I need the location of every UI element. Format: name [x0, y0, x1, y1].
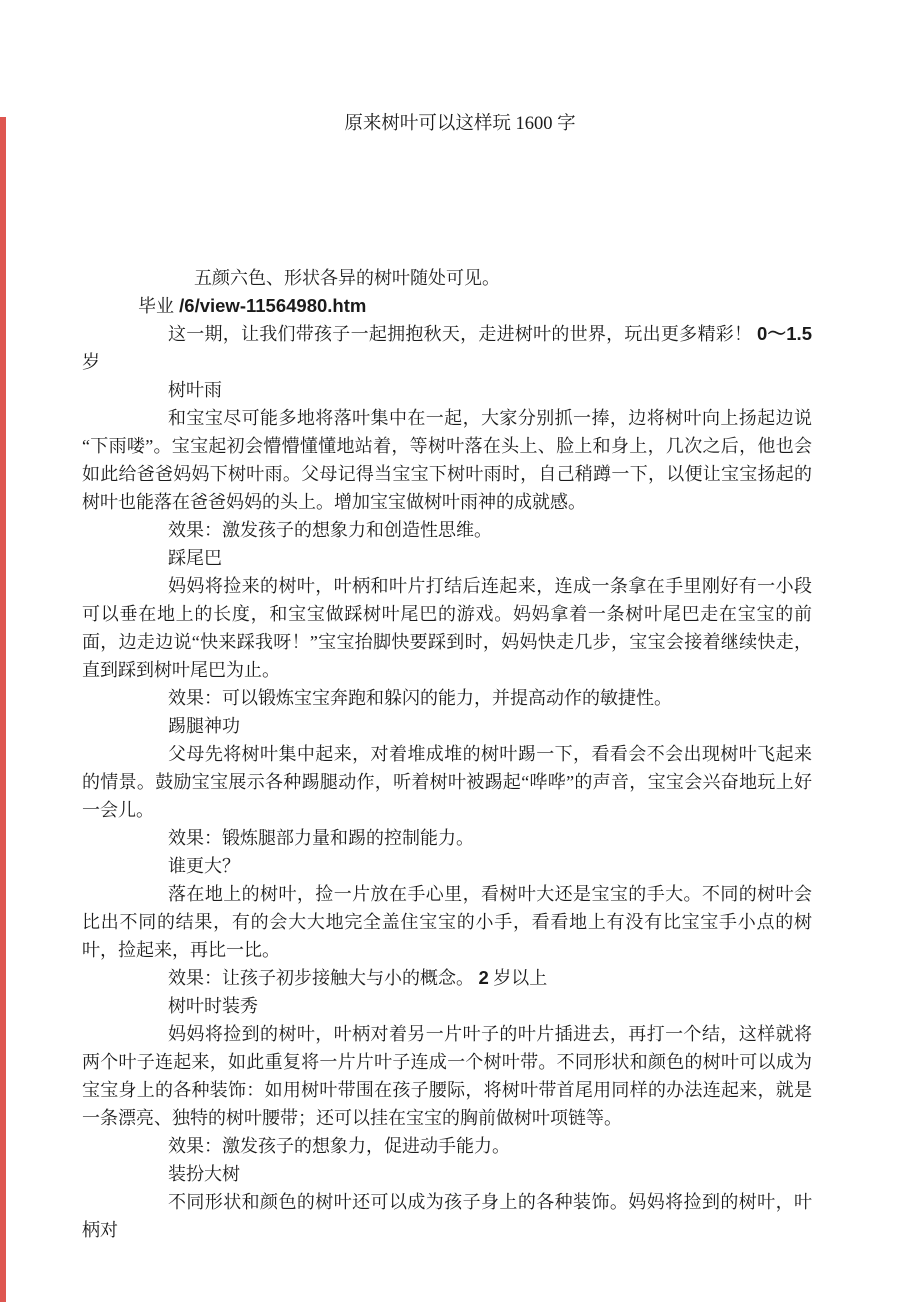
text-run: 树叶雨	[168, 380, 222, 400]
text-run: 妈妈将捡到的树叶，叶柄对着另一片叶子的叶片插进去，再打一个结，这样就将两个叶子连起来，如此重复将一片片叶子连成一个树叶带。不同形状和颜色的树叶可以成为宝宝身上的各种装饰：如用树叶带围在孩子腰际，将树叶带首尾用同样的办法连起来，就是一条漂亮、独特的树叶腰带；还可以挂在宝宝的胸前做树叶项链等。	[82, 1024, 812, 1128]
paragraph-leaf-rain	[82, 404, 812, 516]
source-link-line	[82, 292, 812, 320]
text-run: /6/view-11564980.htm	[174, 295, 367, 316]
text-run: 和宝宝尽可能多地将落叶集中在一起，大家分别抓一捧，边将树叶向上扬起边说“下雨喽”。宝宝起初会懵懵懂懂地站着，等树叶落在头上、脸上和身上，几次之后，他也会如此给爸爸妈妈下树叶雨。父母记得当宝宝下树叶雨时，自己稍蹲一下，以便让宝宝扬起的树叶也能落在爸爸妈妈的头上。增加宝宝做树叶雨神的成就感。	[82, 408, 812, 512]
text-run: 岁	[82, 324, 817, 372]
heading-decorate-tree	[82, 1160, 812, 1188]
content-area	[82, 264, 817, 1244]
text-run: 这一期，让我们带孩子一起拥抱秋天，走进树叶的世界，玩出更多精彩！	[168, 324, 757, 344]
text-run: 父母先将树叶集中起来，对着堆成堆的树叶踢一下，看看会不会出现树叶飞起来的情景。鼓励宝宝展示各种踢腿动作，听着树叶被踢起“哗哗”的声音，宝宝会兴奋地玩上好一会儿。	[82, 744, 812, 820]
heading-kick-skill	[82, 712, 812, 740]
text-run: 效果：让孩子初步接触大与小的概念。	[168, 968, 479, 988]
effect-kick-skill	[82, 824, 812, 852]
text-run: 0～1.5	[756, 323, 812, 344]
text-run: 踩尾巴	[168, 548, 222, 568]
text-run: 岁以上	[488, 968, 548, 988]
intro-paragraph-age-0-1-5	[82, 320, 817, 376]
text-run: 妈妈将捡来的树叶，叶柄和叶片打结后连起来，连成一条拿在手里刚好有一小段可以垂在地上的长度，和宝宝做踩树叶尾巴的游戏。妈妈拿着一条树叶尾巴走在宝宝的前面，边走边说“快来踩我呀！”宝宝抬脚快要踩到时，妈妈快走几步，宝宝会接着继续快走，直到踩到树叶尾巴为止。	[82, 576, 812, 680]
paragraph-leaf-fashion-show	[82, 1020, 812, 1132]
text-run: 效果：激发孩子的想象力，促进动手能力。	[168, 1136, 510, 1156]
effect-step-on-tail	[82, 684, 812, 712]
heading-who-is-bigger	[82, 852, 812, 880]
text-run: 落在地上的树叶，捡一片放在手心里，看树叶大还是宝宝的手大。不同的树叶会比出不同的结果，有的会大大地完全盖住宝宝的小手，看看地上有没有比宝宝手小点的树叶，捡起来，再比一比。	[82, 884, 812, 960]
heading-leaf-rain	[82, 376, 812, 404]
text-run: 踢腿神功	[168, 716, 240, 736]
left-margin-marker	[0, 117, 6, 1302]
heading-leaf-fashion-show	[82, 992, 812, 1020]
text-run: 效果：锻炼腿部力量和踢的控制能力。	[168, 828, 474, 848]
effect-leaf-fashion-show	[82, 1132, 812, 1160]
effect-leaf-rain	[82, 516, 812, 544]
effect-who-is-bigger-age-2-plus	[82, 964, 812, 992]
text-run: 五颜六色、形状各异的树叶随处可见。	[194, 268, 500, 288]
document-title: 原来树叶可以这样玩 1600 字	[344, 114, 576, 134]
text-run: 装扮大树	[168, 1164, 240, 1184]
text-run: 谁更大？	[168, 856, 240, 876]
text-run: 效果：激发孩子的想象力和创造性思维。	[168, 520, 492, 540]
text-run: 树叶时装秀	[168, 996, 258, 1016]
paragraph-who-is-bigger	[82, 880, 812, 964]
intro-line	[82, 264, 812, 292]
paragraph-kick-skill	[82, 740, 812, 824]
paragraph-decorate-tree	[82, 1188, 812, 1244]
text-run: 不同形状和颜色的树叶还可以成为孩子身上的各种装饰。妈妈将捡到的树叶，叶柄对	[82, 1192, 812, 1240]
heading-step-on-tail	[82, 544, 812, 572]
text-run: 毕业	[138, 296, 174, 316]
text-run: 效果：可以锻炼宝宝奔跑和躲闪的能力，并提高动作的敏捷性。	[168, 688, 672, 708]
text-run: 2	[478, 967, 489, 988]
paragraph-step-on-tail	[82, 572, 812, 684]
